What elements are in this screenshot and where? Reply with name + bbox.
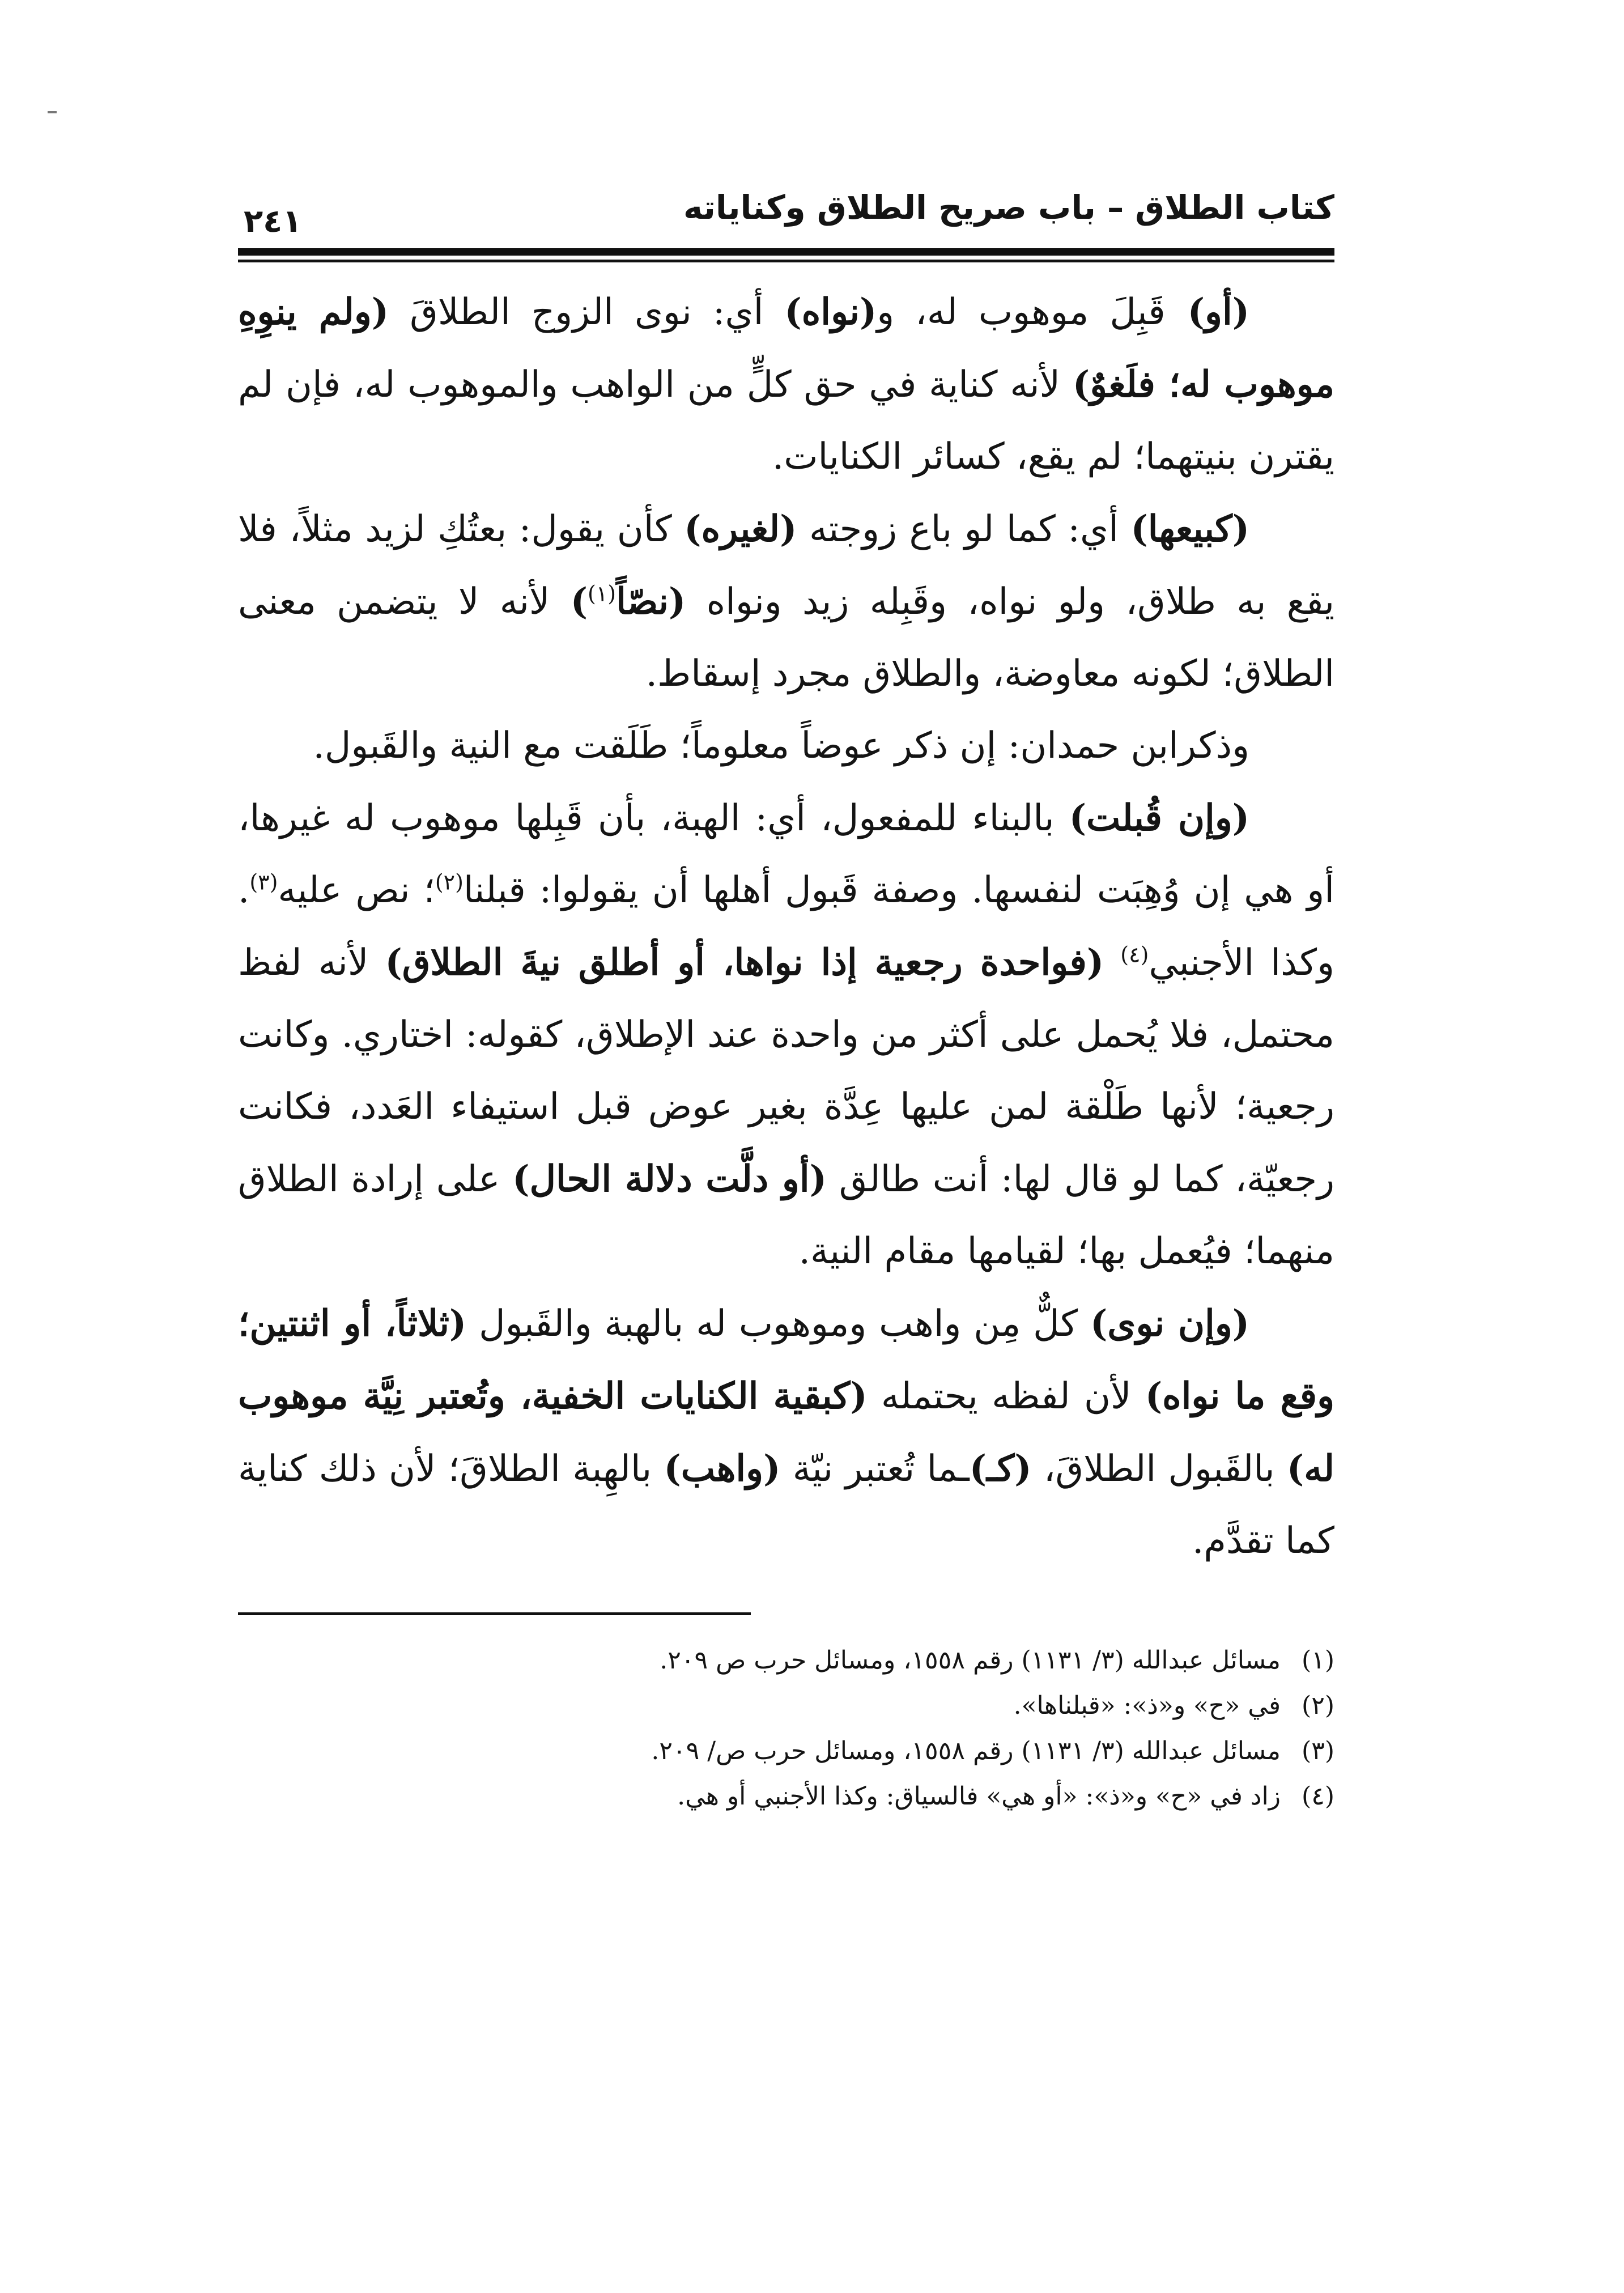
sharh-text: لأن لفظه يحتمله (867, 1375, 1145, 1417)
footnote-number: (٤) (1302, 1782, 1334, 1811)
sharh-text: لأنه لفظ محتمل، فلا يُحمل على أكثر من واحدة عند الإطلاق، كقوله: اختاري. وكانت رجعية؛ لأنها طَلْقة لمن عليها عِدَّة بغير عوض قبل استيفاء العَدد، فكانت رجعيّة، كما لو قال لها: أنت طالق (238, 942, 1335, 1200)
paragraph (238, 276, 1334, 493)
footnote (238, 1774, 1334, 1819)
sharh-text: ـما تُعتبر نيّة (780, 1448, 970, 1490)
sharh-text: أي: نوى الزوج الطلاقَ (389, 291, 785, 333)
footnote-number: (٣) (1302, 1736, 1334, 1765)
footnote-ref: (١) (588, 581, 617, 606)
footnote-text: مسائل عبدالله (٣/ ١١٣١) رقم ١٥٥٨، ومسائل حرب ص/ ٢٠٩. (651, 1736, 1281, 1765)
main-text (238, 276, 1334, 1577)
footnote-ref: (٣) (249, 869, 278, 895)
footnote-text: زاد في «ح» و«ذ»: «أو هي» فالسياق: وكذا الأجنبي أو هي. (677, 1782, 1281, 1811)
matn-text: (وإن نوى) (1090, 1302, 1250, 1345)
matn-text: (كـ) (969, 1447, 1032, 1490)
matn-text: (نواه) (784, 291, 877, 333)
paragraph (238, 710, 1334, 782)
matn-text: (وإن قُبلت) (1069, 797, 1249, 839)
footnote-ref: (٤) (1120, 942, 1149, 967)
running-header (238, 180, 1334, 247)
sharh-text: بالهِبة الطلاقَ؛ لأن ذلك كناية كما تقدَّم. (238, 1448, 1334, 1562)
footnote-number: (١) (1302, 1646, 1334, 1675)
header-rule-thick (238, 248, 1334, 256)
header-title: كتاب الطلاق – باب صريح الطلاق وكناياته (683, 188, 1334, 227)
matn-text: (فواحدة رجعية إذا نواها، أو أطلق نيةَ الطلاق) (385, 941, 1104, 984)
footnote-separator (238, 1612, 751, 1615)
footnote-text: في «ح» و«ذ»: «قبلناها». (1013, 1691, 1281, 1720)
sharh-text: . وكذا الأجنبي (238, 869, 1335, 984)
matn-text: (نصّاً (616, 580, 686, 623)
paragraph (238, 1288, 1334, 1577)
page-number: ٢٤١ (244, 203, 302, 240)
sharh-text: بالبناء للمفعول، أي: الهبة، بأن قَبِلها موهوب له غيرها، أو هي إن وُهِبَت لنفسها. وصفة قَبول أهلها أن يقولوا: قبلنا (238, 797, 1334, 911)
sharh-text: لأنه كناية في حق كلٍّ من الواهب والموهوب له، فإن لم يقترن بنيتهما؛ لم يقع، كسائر الكنايات. (238, 364, 1334, 478)
sharh-text: كأن يقول: بعتُكِ لزيد مثلاً، فلا يقع به طلاق، ولو نواه، وقَبِله زيد ونواه (238, 508, 1335, 623)
scan-speck (48, 111, 57, 113)
matn-text: (كبيعها) (1130, 508, 1249, 550)
footnote-text: مسائل عبدالله (٣/ ١١٣١) رقم ١٥٥٨، ومسائل حرب ص ٢٠٩. (660, 1646, 1281, 1675)
sharh-text: وذكرابن حمدان: إن ذكر عوضاً معلوماً؛ طَلَقت مع النية والقَبول. (313, 725, 1249, 767)
matn-text: (لغيره) (684, 508, 797, 550)
matn-text: ) (570, 580, 588, 623)
footnote (238, 1729, 1334, 1774)
sharh-text: كلٌّ مِن واهب وموهوب له بالهبة والقَبول (466, 1303, 1090, 1345)
matn-text: (أو دلَّت دلالة الحال) (512, 1158, 827, 1200)
matn-text: (ولم ينوِهِ موهوب له؛ فلَغوٌ) (238, 291, 1335, 406)
matn-text: (كبقية الكنايات الخفية، وتُعتبر نِيَّة موهوب له) (238, 1375, 1335, 1490)
sharh-text: أي: كما لو باع زوجته (797, 508, 1131, 550)
sharh-text: قَبِلَ موهوب له، و (877, 291, 1166, 333)
matn-text: (ثلاثاً، أو اثنتين؛ وقع ما نواه) (238, 1302, 1335, 1417)
matn-text: (أو) (1165, 291, 1250, 333)
paragraph (238, 493, 1334, 710)
matn-text: (واهب) (664, 1447, 781, 1490)
footnotes (238, 1638, 1334, 1819)
paragraph (238, 782, 1334, 1288)
book-page (238, 180, 1334, 1819)
footnote (238, 1683, 1334, 1729)
sharh-text: لأنه لا يتضمن معنى الطلاق؛ لكونه معاوضة، والطلاق مجرد إسقاط. (238, 581, 1334, 695)
sharh-text: على إرادة الطلاق منهما؛ فيُعمل بها؛ لقيامها مقام النية. (238, 1158, 1334, 1272)
sharh-text: ؛ نص عليه (278, 869, 435, 911)
footnote-number: (٢) (1302, 1691, 1334, 1720)
sharh-text: بالقَبول الطلاقَ، (1031, 1448, 1287, 1490)
sharh-text (1104, 942, 1120, 984)
footnote-ref: (٢) (435, 869, 464, 895)
header-rule-thin (238, 260, 1334, 262)
footnote (238, 1638, 1334, 1683)
